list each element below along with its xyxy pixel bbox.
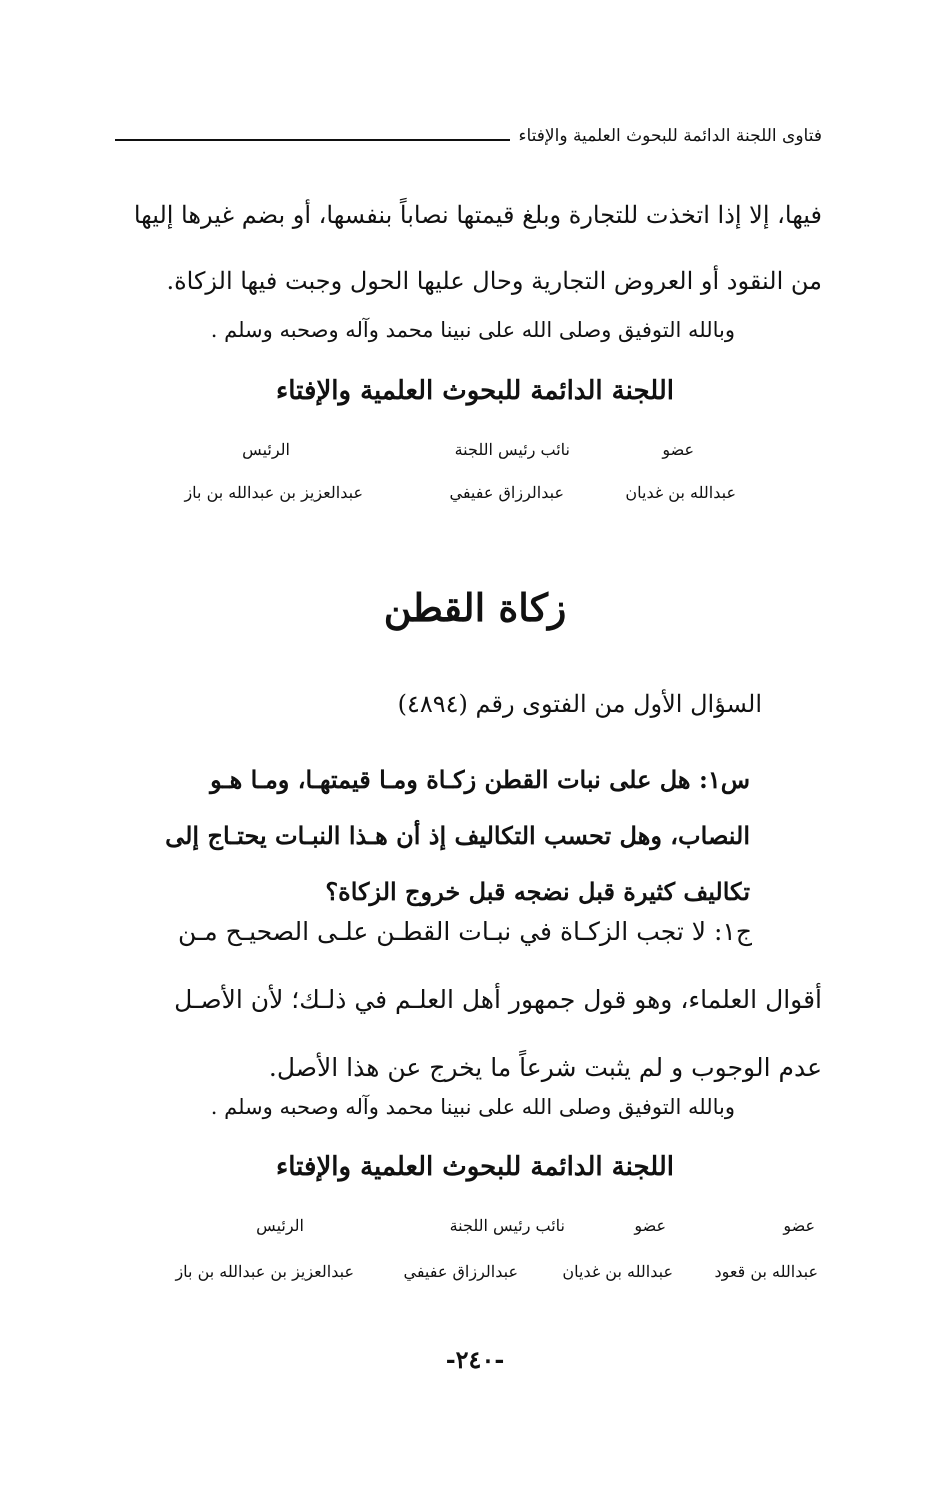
answer-text [112, 898, 822, 1102]
signature-role: عضو [662, 440, 694, 459]
intro-paragraph [112, 182, 822, 314]
signatory-name: عبدالرزاق عفيفي [403, 1262, 518, 1281]
signatory-name: عبدالله بن قعود [714, 1262, 818, 1281]
signatory-name: عبدالرزاق عفيفي [449, 483, 564, 502]
intro-line: من النقود أو العروض التجارية وحال عليها الحول وجبت فيها الزكاة. [166, 267, 822, 295]
committee-heading: اللجنة الدائمة للبحوث العلمية والإفتاء [276, 1152, 674, 1182]
answer-line: عدم الوجوب و لم يثبت شرعاً ما يخرج عن هذا الأصل. [268, 1053, 822, 1082]
signatory-name: عبدالعزيز بن عبدالله بن باز [175, 1262, 354, 1281]
signatory-name: عبدالله بن غديان [562, 1262, 673, 1281]
signatory-name: عبدالله بن غديان [625, 483, 736, 502]
signature-role: نائب رئيس اللجنة [449, 1216, 565, 1235]
running-header [115, 118, 822, 154]
header-title: فتاوى اللجنة الدائمة للبحوث العلمية والإفتاء [518, 126, 822, 146]
question-line: تكاليف كثيرة قبل نضجه قبل خروج الزكاة؟ [325, 877, 750, 906]
closing-formula: وبالله التوفيق وصلى الله على نبينا محمد وآله وصحبه وسلم . [210, 1095, 735, 1119]
committee-heading: اللجنة الدائمة للبحوث العلمية والإفتاء [276, 376, 674, 406]
answer-line: أقوال العلماء، وهو قول جمهور أهل العلـم في ذلـك؛ لأن الأصـل [174, 985, 822, 1014]
page-number: -٢٤٠- [445, 1345, 505, 1374]
signature-role: نائب رئيس اللجنة [454, 440, 570, 459]
question-line: س١: هل على نبات القطن زكـاة ومـا قيمتهـا، ومـا هـو [210, 765, 750, 794]
header-rule [115, 139, 510, 141]
section-title: زكاة القطن [383, 585, 567, 630]
question-text [165, 752, 750, 920]
closing-formula: وبالله التوفيق وصلى الله على نبينا محمد وآله وصحبه وسلم . [210, 318, 735, 342]
signature-role: الرئيس [242, 440, 290, 459]
intro-line: فيها، إلا إذا اتخذت للتجارة وبلغ قيمتها نصاباً بنفسها، أو بضم غيرها إليها [133, 201, 822, 229]
signature-role: عضو [783, 1216, 815, 1235]
answer-line: ج١: لا تجب الزكـاة في نبـات القطـن علـى الصحيـح مـن [177, 917, 752, 946]
signature-role: عضو [634, 1216, 666, 1235]
fatwa-reference: السؤال الأول من الفتوى رقم (٤٨٩٤) [397, 690, 762, 718]
question-line: النصاب، وهل تحسب التكاليف إذ أن هـذا النبـات يحتـاج إلى [165, 821, 750, 850]
signatory-name: عبدالعزيز بن عبدالله بن باز [184, 483, 363, 502]
signature-role: الرئيس [256, 1216, 304, 1235]
